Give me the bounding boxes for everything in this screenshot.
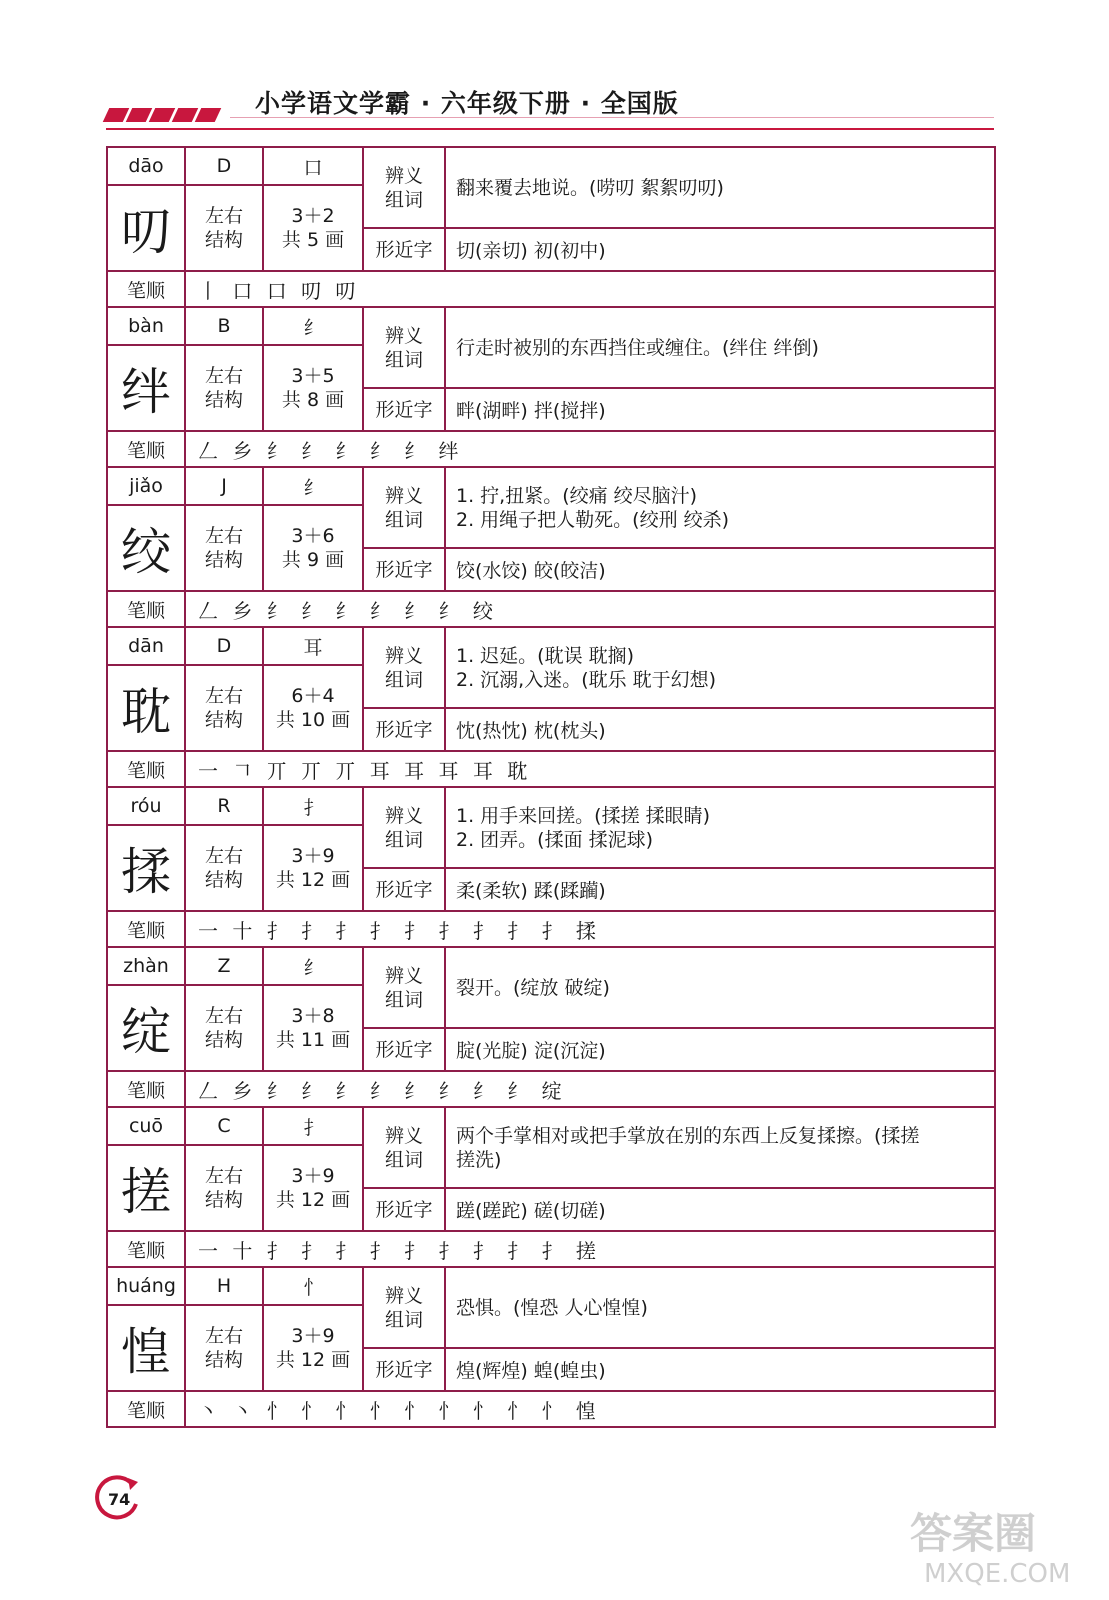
- similar-text: 腚(光腚) 淀(沉淀): [445, 1028, 995, 1071]
- character: 绊: [107, 345, 185, 431]
- index-letter: Z: [185, 947, 263, 985]
- header-stripes: [106, 108, 221, 122]
- pinyin: dāo: [107, 147, 185, 185]
- meaning-label: 辨义 组词: [363, 1107, 445, 1188]
- similar-text: 忱(热忱) 枕(枕头): [445, 708, 995, 751]
- stroke-order: 𠃋 乡 纟 纟 纟 纟 纟 纟 绞: [185, 591, 995, 627]
- similar-text: 柔(柔软) 蹂(蹂躏): [445, 868, 995, 911]
- header-rule: [106, 128, 994, 130]
- meaning-label: 辨义 组词: [363, 947, 445, 1028]
- meaning-label: 辨义 组词: [363, 147, 445, 228]
- stroke-order: 一 十 扌 扌 扌 扌 扌 扌 扌 扌 扌 搓: [185, 1231, 995, 1267]
- index-letter: B: [185, 307, 263, 345]
- pinyin: huáng: [107, 1267, 185, 1305]
- radical: 纟: [263, 947, 363, 985]
- structure: 左右 结构: [185, 185, 263, 271]
- svg-text:MXQE.COM: MXQE.COM: [924, 1559, 1071, 1589]
- pinyin: jiǎo: [107, 467, 185, 505]
- meaning-text: 裂开。(绽放 破绽): [445, 947, 995, 1028]
- meaning-label: 辨义 组词: [363, 307, 445, 388]
- structure: 左右 结构: [185, 505, 263, 591]
- meaning-label: 辨义 组词: [363, 787, 445, 868]
- stroke-order-label: 笔顺: [107, 271, 185, 307]
- watermark-logo: [900, 1500, 1090, 1590]
- structure: 左右 结构: [185, 665, 263, 751]
- entry-row-top: [107, 947, 995, 985]
- structure: 左右 结构: [185, 1145, 263, 1231]
- radical: 纟: [263, 467, 363, 505]
- stroke-order: 一 𠃍 丌 丌 丌 耳 耳 耳 耳 耽: [185, 751, 995, 787]
- svg-text:答案圈: 答案圈: [910, 1509, 1037, 1558]
- similar-text: 饺(水饺) 皎(皎洁): [445, 548, 995, 591]
- similar-text: 蹉(蹉跎) 磋(切磋): [445, 1188, 995, 1231]
- entry-row-order: [107, 1231, 995, 1267]
- similar-label: 形近字: [363, 1188, 445, 1231]
- similar-label: 形近字: [363, 388, 445, 431]
- index-letter: D: [185, 627, 263, 665]
- similar-text: 煌(辉煌) 蝗(蝗虫): [445, 1348, 995, 1391]
- stroke-order-label: 笔顺: [107, 1391, 185, 1427]
- entry-row-top: [107, 1107, 995, 1145]
- stroke-order-label: 笔顺: [107, 911, 185, 947]
- stroke-count: 3＋5 共 8 画: [263, 345, 363, 431]
- pinyin: bàn: [107, 307, 185, 345]
- similar-label: 形近字: [363, 708, 445, 751]
- radical: 口: [263, 147, 363, 185]
- character: 搓: [107, 1145, 185, 1231]
- similar-label: 形近字: [363, 1348, 445, 1391]
- entry-row-order: [107, 1391, 995, 1427]
- meaning-text: 1. 迟延。(耽误 耽搁) 2. 沉溺,入迷。(耽乐 耽于幻想): [445, 627, 995, 708]
- radical: 扌: [263, 787, 363, 825]
- index-letter: C: [185, 1107, 263, 1145]
- structure: 左右 结构: [185, 985, 263, 1071]
- character: 绞: [107, 505, 185, 591]
- stroke-order: 丨 口 口 叨 叨: [185, 271, 995, 307]
- stroke-order: 𠃋 乡 纟 纟 纟 纟 纟 纟 纟 纟 绽: [185, 1071, 995, 1107]
- similar-text: 畔(湖畔) 拌(搅拌): [445, 388, 995, 431]
- structure: 左右 结构: [185, 345, 263, 431]
- entry-row-top: [107, 787, 995, 825]
- entry-row-order: [107, 911, 995, 947]
- entry-row-order: [107, 431, 995, 467]
- similar-label: 形近字: [363, 868, 445, 911]
- stroke-order-label: 笔顺: [107, 591, 185, 627]
- entry-row-top: [107, 307, 995, 345]
- pinyin: róu: [107, 787, 185, 825]
- character: 揉: [107, 825, 185, 911]
- similar-text: 切(亲切) 初(初中): [445, 228, 995, 271]
- meaning-text: 翻来覆去地说。(唠叨 絮絮叨叨): [445, 147, 995, 228]
- entry-row-top: [107, 147, 995, 185]
- meaning-text: 恐惧。(惶恐 人心惶惶): [445, 1267, 995, 1348]
- radical: 扌: [263, 1107, 363, 1145]
- stroke-order-label: 笔顺: [107, 1071, 185, 1107]
- meaning-label: 辨义 组词: [363, 467, 445, 548]
- entry-row-top: [107, 627, 995, 665]
- stroke-count: 3＋9 共 12 画: [263, 825, 363, 911]
- meaning-label: 辨义 组词: [363, 627, 445, 708]
- index-letter: D: [185, 147, 263, 185]
- character: 惶: [107, 1305, 185, 1391]
- index-letter: R: [185, 787, 263, 825]
- stroke-count: 3＋9 共 12 画: [263, 1305, 363, 1391]
- similar-label: 形近字: [363, 548, 445, 591]
- stroke-count: 3＋9 共 12 画: [263, 1145, 363, 1231]
- radical: 耳: [263, 627, 363, 665]
- meaning-text: 1. 用手来回搓。(揉搓 揉眼睛) 2. 团弄。(揉面 揉泥球): [445, 787, 995, 868]
- entry-row-order: [107, 1071, 995, 1107]
- index-letter: J: [185, 467, 263, 505]
- meaning-text: 两个手掌相对或把手掌放在别的东西上反复揉擦。(揉搓 搓洗): [445, 1107, 995, 1188]
- stroke-count: 6＋4 共 10 画: [263, 665, 363, 751]
- character: 叨: [107, 185, 185, 271]
- meaning-text: 行走时被别的东西挡住或缠住。(绊住 绊倒): [445, 307, 995, 388]
- pinyin: zhàn: [107, 947, 185, 985]
- character: 耽: [107, 665, 185, 751]
- page-number: 74: [108, 1490, 131, 1509]
- entry-row-order: [107, 751, 995, 787]
- stroke-order: 一 十 扌 扌 扌 扌 扌 扌 扌 扌 扌 揉: [185, 911, 995, 947]
- stroke-count: 3＋6 共 9 画: [263, 505, 363, 591]
- entry-row-order: [107, 271, 995, 307]
- page-header: [0, 0, 1109, 140]
- meaning-text: 1. 拧,扭紧。(绞痛 绞尽脑汁) 2. 用绳子把人勒死。(绞刑 绞杀): [445, 467, 995, 548]
- stroke-order: 𠃋 乡 纟 纟 纟 纟 纟 绊: [185, 431, 995, 467]
- similar-label: 形近字: [363, 1028, 445, 1071]
- character: 绽: [107, 985, 185, 1071]
- stroke-order-label: 笔顺: [107, 1231, 185, 1267]
- meaning-label: 辨义 组词: [363, 1267, 445, 1348]
- radical: 忄: [263, 1267, 363, 1305]
- pinyin: cuō: [107, 1107, 185, 1145]
- structure: 左右 结构: [185, 825, 263, 911]
- radical: 纟: [263, 307, 363, 345]
- stroke-count: 3＋2 共 5 画: [263, 185, 363, 271]
- index-letter: H: [185, 1267, 263, 1305]
- stroke-order-label: 笔顺: [107, 751, 185, 787]
- structure: 左右 结构: [185, 1305, 263, 1391]
- similar-label: 形近字: [363, 228, 445, 271]
- stroke-order-label: 笔顺: [107, 431, 185, 467]
- pinyin: dān: [107, 627, 185, 665]
- entry-row-top: [107, 1267, 995, 1305]
- character-table: [106, 146, 994, 1428]
- stroke-count: 3＋8 共 11 画: [263, 985, 363, 1071]
- book-title: 小学语文学霸 · 六年级下册 · 全国版: [255, 89, 679, 118]
- entry-row-top: [107, 467, 995, 505]
- entry-row-order: [107, 591, 995, 627]
- stroke-order: 丶 丶 忄 忄 忄 忄 忄 忄 忄 忄 忄 惶: [185, 1391, 995, 1427]
